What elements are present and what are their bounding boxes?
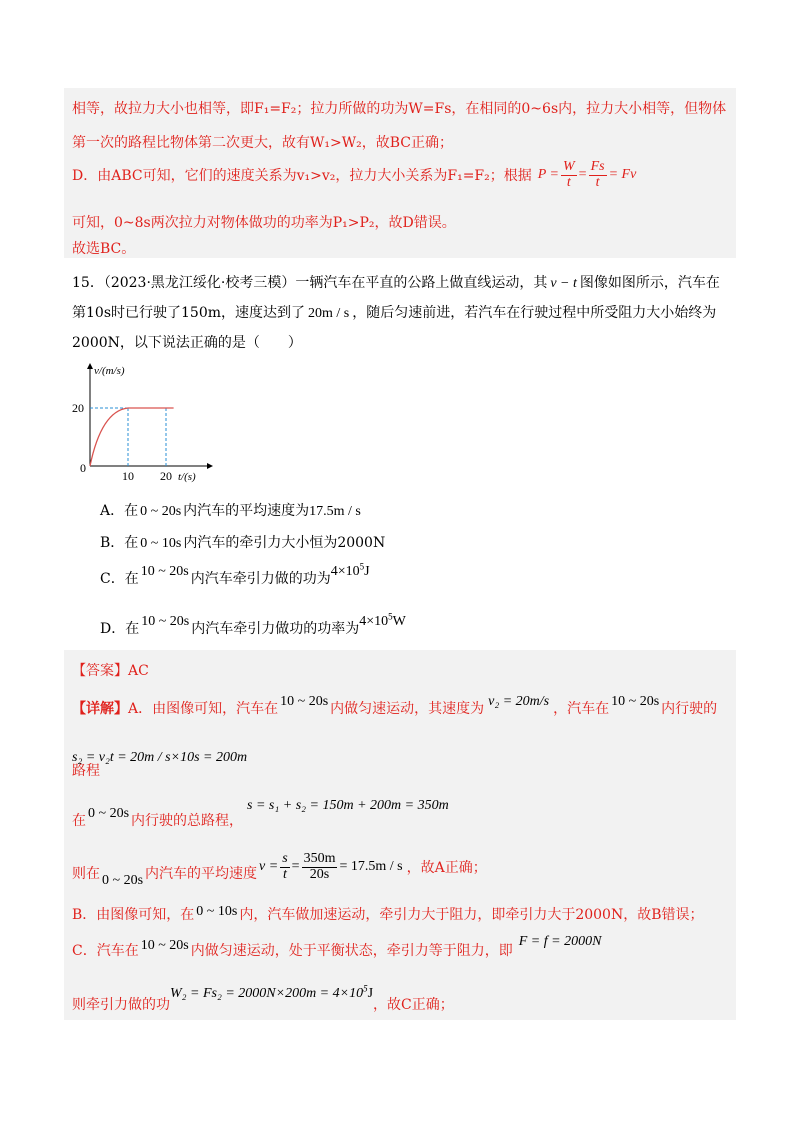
avg-speed-frac-1 <box>280 852 289 882</box>
x-tick-10: 10 <box>122 469 134 483</box>
grid-dashed-lines <box>90 408 166 466</box>
option-c-text: 内汽车牵引力做的功为 <box>190 571 331 587</box>
question-line-2-b: ，随后匀速前进，若汽车在行驶过程中所受阻力大小始终为 <box>352 305 717 321</box>
option-a-value: 17.5m / s <box>309 504 361 519</box>
detail-1-b: 内做匀速运动，其速度为 <box>330 701 485 717</box>
question-line-2 <box>72 302 716 322</box>
avg-frac1-den: t <box>282 866 287 882</box>
power-formula <box>538 160 637 190</box>
option-c-interval: 10 ~ 20s <box>140 564 189 579</box>
question-line-1-a: 15．（2023·黑龙江绥化·校考三模）一辆汽车在平直的公路上做直线运动，其 <box>72 275 548 291</box>
equals-sign: = <box>578 167 587 183</box>
average-speed-formula <box>259 852 403 882</box>
power-fraction-2 <box>589 160 607 190</box>
vt-graph <box>66 362 216 487</box>
speed-formula: 20m / s <box>308 306 350 321</box>
option-a-label: A．在 <box>100 503 139 519</box>
avg-speed-frac-2 <box>302 852 338 882</box>
power-frac1-num: W <box>563 159 575 174</box>
detail-3-b: 内行驶的总路程， <box>131 813 244 829</box>
power-frac2-den: t <box>595 174 600 190</box>
detail-2-a: 路程 <box>72 763 100 779</box>
detail-line-3 <box>72 798 449 830</box>
option-d-text: 内汽车牵引力做功的功率为 <box>191 621 360 637</box>
avg-equals: = <box>291 859 300 875</box>
work-formula-body: W₂ = Fs₂ = 2000N×200m = 4×10 <box>170 986 364 1001</box>
option-a-interval: 0 ~ 20s <box>140 504 182 519</box>
detail-line-2 <box>72 750 275 780</box>
answer-tag: 【答案】 <box>72 663 128 679</box>
detail-5-a: B．由图像可知，在 <box>72 907 195 923</box>
detail-6-b: 内做匀速运动，处于平衡状态，牵引力等于阻力，即 <box>190 943 513 959</box>
detail-line-4 <box>72 851 487 889</box>
detail-3-a: 在 <box>72 813 86 829</box>
total-distance-formula: s = s₁ + s₂ = 150m + 200m = 350m <box>247 798 449 813</box>
question-line-3: 2000N，以下说法正确的是（ ） <box>72 335 302 351</box>
detail-5-b: 内，汽车做加速运动，牵引力大于阻力，即牵引力大于2000N，故B错误； <box>239 907 704 923</box>
detail-5-interval: 0 ~ 10s <box>196 904 238 919</box>
option-b-label: B．在 <box>100 535 139 551</box>
avg-speed-rhs: = 17.5m / s <box>339 859 403 875</box>
option-b-interval: 0 ~ 10s <box>140 536 182 551</box>
power-formula-lhs: P = <box>537 167 559 183</box>
detail-1-c: ，汽车在 <box>553 701 610 717</box>
question-line-2-a: 第10s时已行驶了150m，速度达到了 <box>72 305 305 321</box>
option-b[interactable] <box>100 532 385 552</box>
detail-4-interval: 0 ~ 20s <box>102 873 144 889</box>
avg-frac2-den: 20s <box>309 866 330 882</box>
option-d-value <box>359 611 406 629</box>
option-a[interactable] <box>100 500 361 520</box>
x-axis-label: t/(s) <box>178 471 196 483</box>
detail-1-d: 内行驶的 <box>661 701 718 717</box>
option-d-exp: 5 <box>388 611 393 622</box>
detail-1-a: A．由图像可知，汽车在 <box>128 701 279 717</box>
solution-line-3-text: D．由ABC可知，它们的速度关系为v₁>v₂，拉力大小关系为F₁=F₂；根据 <box>72 168 532 185</box>
option-a-text: 内汽车的平均速度为 <box>183 503 310 519</box>
detail-line-1 <box>72 694 718 718</box>
avg-speed-lhs: v = <box>259 859 279 875</box>
option-d-label: D．在 <box>100 621 140 637</box>
question-line-1 <box>72 272 720 292</box>
y-axis-label: v/(m/s) <box>94 365 125 377</box>
detail-6-a: C．汽车在 <box>72 943 139 959</box>
option-d[interactable] <box>100 611 406 638</box>
origin-label: 0 <box>80 461 86 475</box>
y-tick-20: 20 <box>72 401 84 415</box>
distance-formula: s₂ = v₂t = 20m / s×10s = 200m <box>72 750 248 765</box>
option-c-exp: 5 <box>359 561 365 572</box>
option-d-coeff: 4×10 <box>359 614 389 629</box>
detail-4-a: 则在 <box>72 866 100 883</box>
power-frac2-num: Fs <box>590 159 605 174</box>
vt-formula: v − t <box>550 276 577 291</box>
option-c-value <box>330 561 370 579</box>
detail-4-c: ，故A正确； <box>406 860 487 877</box>
option-c[interactable] <box>100 561 370 588</box>
detail-line-6 <box>72 934 602 960</box>
detail-line-5 <box>72 904 704 924</box>
solution-line-2: 第一次的路程比物体第二次更大，故有W₁>W₂，故BC正确； <box>72 135 453 151</box>
solution-line-5: 故选BC。 <box>72 241 136 257</box>
option-c-label: C．在 <box>100 571 139 587</box>
option-c-coeff: 4×10 <box>330 564 360 579</box>
answer-value: AC <box>128 663 149 679</box>
detail-1-interval-2: 10 ~ 20s <box>611 694 660 709</box>
solution-line-1: 相等，故拉力大小也相等，即F₁=F₂；拉力所做的功为W=Fs，在相同的0~6s内，拉力大小相等，但物体 <box>72 101 727 117</box>
work-formula-unit: J <box>367 986 374 1001</box>
velocity-curve <box>90 408 174 466</box>
option-c-unit: J <box>364 564 370 579</box>
option-d-interval: 10 ~ 20s <box>141 614 190 629</box>
answer-line <box>72 660 149 680</box>
option-d-unit: W <box>392 614 406 629</box>
detail-7-a: 则牵引力做的功 <box>72 997 170 1013</box>
detail-tag: 【详解】 <box>72 701 128 717</box>
detail-3-interval: 0 ~ 20s <box>88 806 130 821</box>
power-frac1-den: t <box>566 174 571 190</box>
solution-line-4: 可知，0~8s两次拉力对物体做功的功率为P₁>P₂，故D错误。 <box>72 215 456 231</box>
detail-1-interval-1: 10 ~ 20s <box>280 694 329 709</box>
power-formula-rhs: = Fv <box>608 167 637 183</box>
detail-1-speed: v₂ = 20m/s <box>488 694 550 709</box>
avg-frac2-num: 350m <box>303 851 336 866</box>
detail-4-b: 内汽车的平均速度 <box>145 866 258 883</box>
avg-frac1-num: s <box>282 851 288 866</box>
option-b-text: 内汽车的牵引力大小恒为2000N <box>183 535 386 551</box>
work-formula-exp: 5 <box>363 983 368 994</box>
solution-line-3 <box>72 160 636 190</box>
power-fraction-1 <box>561 160 577 190</box>
question-line-1-b: 图像如图所示，汽车在 <box>579 275 720 291</box>
x-tick-20: 20 <box>160 469 172 483</box>
detail-7-b: ，故C正确； <box>373 997 454 1013</box>
force-formula: F = f = 2000N <box>518 934 602 949</box>
work-formula <box>170 983 374 1001</box>
detail-6-interval: 10 ~ 20s <box>140 938 189 953</box>
